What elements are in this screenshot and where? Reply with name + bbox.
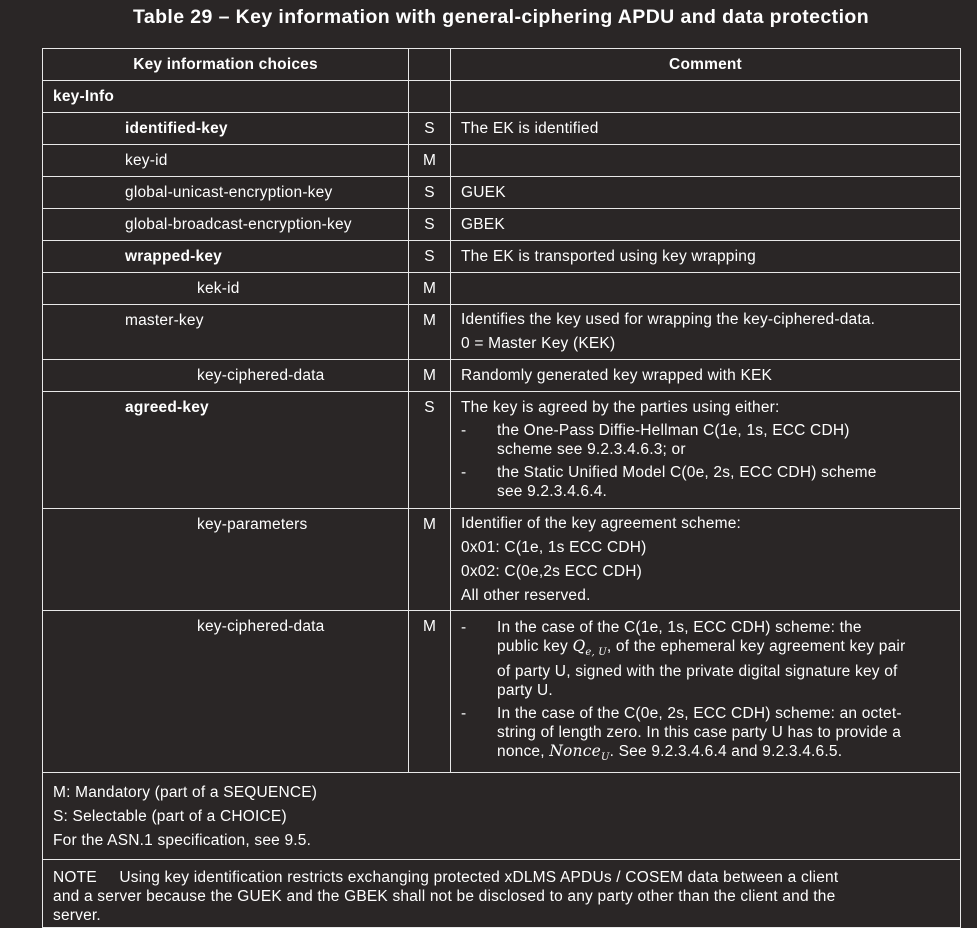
bullet-item (461, 421, 950, 459)
row-name: agreed-key (43, 392, 409, 509)
row-comment: GBEK (451, 209, 961, 241)
row-name: key-parameters (43, 509, 409, 611)
bullet-line: In the case of the C(0e, 2s, ECC CDH) scheme: an octet- (497, 705, 902, 723)
comment-line: 0x01: C(1e, 1s ECC CDH) (461, 539, 647, 556)
bullet-item (461, 704, 950, 767)
key-information-table (42, 48, 961, 928)
note-line: NOTE Using key identification restricts exchanging protected xDLMS APDUs / COSEM data between a client (53, 869, 839, 887)
legend-line: S: Selectable (part of a CHOICE) (53, 808, 287, 826)
comment-line: Identifies the key used for wrapping the key-ciphered-data. (461, 311, 876, 328)
row-name: key-ciphered-data (43, 611, 409, 773)
row-comment (451, 392, 961, 509)
row-comment: GUEK (451, 177, 961, 209)
row-comment (451, 81, 961, 113)
comment-line: The key is agreed by the parties using either: (461, 399, 780, 416)
row-flag: S (409, 209, 451, 241)
note-line: server. (53, 907, 101, 925)
legend-cell (43, 773, 961, 860)
row-flag: S (409, 177, 451, 209)
bullet-line: In the case of the C(1e, 1s, ECC CDH) scheme: the (497, 619, 862, 636)
table-title: Table 29 – Key information with general-ciphering APDU and data protection (132, 6, 870, 28)
bullet-dash: - (461, 422, 467, 439)
note-row (43, 860, 961, 928)
row-name: key-id (43, 145, 409, 177)
bullet-text (497, 421, 850, 459)
table-row (43, 305, 961, 360)
bullet-line: . See 9.2.3.4.6.4 and 9.2.3.4.6.5. (609, 743, 843, 761)
table-row (43, 113, 961, 145)
table-row (43, 509, 961, 611)
header-key-information-choices: Key information choices (43, 49, 409, 81)
legend-row (43, 773, 961, 860)
note-cell (43, 860, 961, 928)
bullet-text (497, 463, 877, 501)
row-name: kek-id (43, 273, 409, 305)
row-flag: M (409, 611, 451, 773)
comment-line: 0x02: C(0e,2s ECC CDH) (461, 563, 642, 580)
bullet-item (461, 463, 950, 501)
bullet-dash: - (461, 705, 467, 723)
bullet-line: , of the ephemeral key agreement key pair (606, 638, 906, 655)
row-comment (451, 611, 961, 773)
note-line: and a server because the GUEK and the GBEK shall not be disclosed to any party other than the client and the (53, 888, 836, 906)
table-row (43, 177, 961, 209)
bullet-line: the Static Unified Model C(0e, 2s, ECC CDH) scheme (497, 464, 877, 481)
row-flag: M (409, 305, 451, 360)
table-row (43, 392, 961, 509)
row-name: key-ciphered-data (43, 360, 409, 392)
bullet-line: the One-Pass Diffie-Hellman C(1e, 1s, ECC CDH) (497, 422, 850, 439)
row-flag: S (409, 113, 451, 145)
table-header-row (43, 49, 961, 81)
row-name: key-Info (43, 81, 409, 113)
header-flag (409, 49, 451, 81)
row-comment (451, 273, 961, 305)
row-name: global-broadcast-encryption-key (43, 209, 409, 241)
table-row (43, 145, 961, 177)
nonce-symbol: Nonce (549, 742, 601, 761)
table-row (43, 209, 961, 241)
row-comment: The EK is identified (451, 113, 961, 145)
row-comment (451, 509, 961, 611)
comment-line: All other reserved. (461, 587, 591, 604)
bullet-dash: - (461, 619, 467, 636)
row-comment (451, 305, 961, 360)
public-key-symbol: Q (572, 637, 586, 655)
bullet-line: party U. (497, 682, 553, 700)
row-name: wrapped-key (43, 241, 409, 273)
header-comment: Comment (451, 49, 961, 81)
bullet-line: of party U, signed with the private digital signature key of (497, 663, 898, 681)
bullet-line: see 9.2.3.4.6.4. (497, 483, 608, 500)
bullet-dash: - (461, 464, 467, 481)
bullet-line: scheme see 9.2.3.4.6.3; or (497, 441, 686, 458)
row-name: identified-key (43, 113, 409, 145)
row-flag: S (409, 241, 451, 273)
comment-line: Identifier of the key agreement scheme: (461, 515, 742, 532)
row-flag: M (409, 360, 451, 392)
bullet-line: string of length zero. In this case party U has to provide a (497, 724, 902, 742)
row-name: global-unicast-encryption-key (43, 177, 409, 209)
bullet-text (497, 704, 902, 767)
row-flag: M (409, 145, 451, 177)
table-row (43, 360, 961, 392)
bullet-line: nonce, (497, 743, 550, 761)
row-flag: S (409, 392, 451, 509)
row-flag: M (409, 273, 451, 305)
row-comment (451, 145, 961, 177)
table-row (43, 273, 961, 305)
table-row (43, 81, 961, 113)
bullet-text (497, 618, 905, 700)
row-flag (409, 81, 451, 113)
row-comment: The EK is transported using key wrapping (451, 241, 961, 273)
bullet-line: public key (497, 638, 573, 655)
nonce-subscript: U (600, 752, 610, 764)
row-flag: M (409, 509, 451, 611)
table-row (43, 241, 961, 273)
row-comment: Randomly generated key wrapped with KEK (451, 360, 961, 392)
legend-line: For the ASN.1 specification, see 9.5. (53, 832, 312, 850)
legend-line: M: Mandatory (part of a SEQUENCE) (53, 784, 318, 802)
row-name: master-key (43, 305, 409, 360)
table-row (43, 611, 961, 773)
bullet-item (461, 618, 950, 700)
public-key-subscript: e, U (585, 647, 607, 659)
comment-line: 0 = Master Key (KEK) (461, 335, 616, 352)
